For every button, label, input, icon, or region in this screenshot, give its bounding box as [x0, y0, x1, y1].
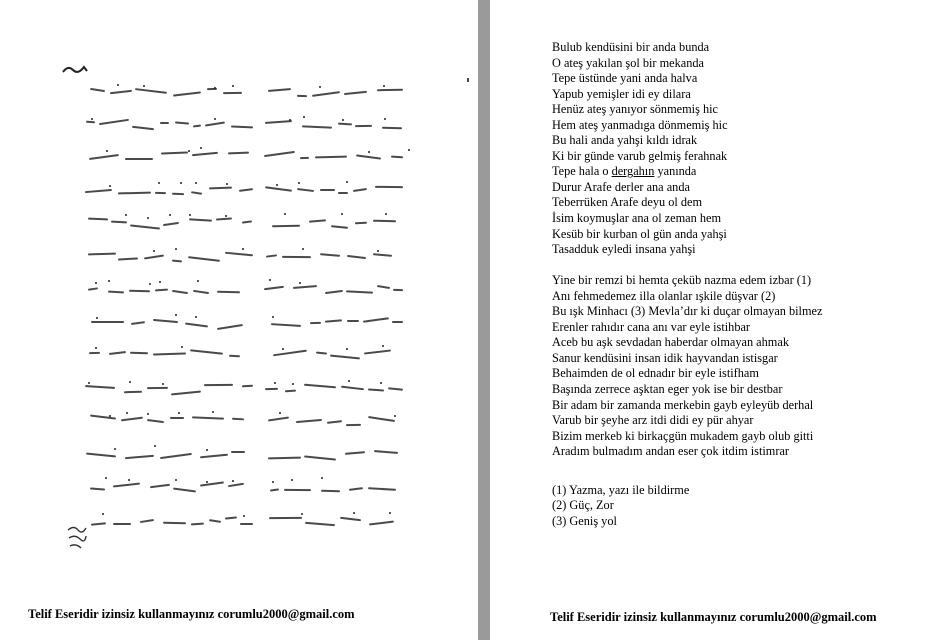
manuscript-stroke — [338, 123, 352, 126]
manuscript-dot — [129, 381, 131, 383]
poem-line: Yine bir remzi bi hemta çeküb nazma edem izbar (1) — [552, 273, 812, 288]
manuscript-stroke — [163, 222, 179, 227]
manuscript-stroke — [207, 88, 217, 91]
manuscript-stroke — [110, 89, 132, 94]
manuscript-dot — [276, 184, 278, 186]
manuscript-stroke — [232, 418, 244, 421]
manuscript-stroke — [86, 121, 95, 124]
manuscript-dot — [243, 515, 245, 517]
manuscript-stroke — [304, 455, 336, 461]
stanza-1 — [552, 40, 822, 258]
manuscript-stroke — [192, 152, 218, 157]
manuscript-stroke — [228, 482, 244, 487]
manuscript-dot — [214, 118, 216, 120]
manuscript-stroke — [86, 452, 117, 457]
manuscript-margin-note — [66, 524, 88, 552]
poem-line: Aceb bu aşk sevdadan haberdar olmayan ahmak — [552, 335, 789, 350]
manuscript-stroke — [188, 256, 220, 262]
manuscript-stroke — [320, 253, 340, 257]
manuscript-dot — [341, 213, 343, 215]
manuscript-dot — [232, 85, 234, 87]
manuscript-dot — [149, 283, 151, 285]
manuscript-stroke — [373, 253, 392, 257]
manuscript-dot — [279, 412, 281, 414]
manuscript-stroke — [284, 489, 311, 492]
manuscript-dot — [394, 415, 396, 417]
manuscript-stroke — [155, 289, 168, 292]
manuscript-stroke — [347, 255, 366, 260]
manuscript-stroke — [346, 290, 373, 294]
manuscript-stroke — [320, 189, 335, 191]
manuscript-stroke — [321, 489, 340, 492]
manuscript-stroke — [193, 124, 201, 127]
manuscript-stroke — [392, 321, 403, 323]
poem-line: Erenler rahıdır cana anı var eyle istihbar — [552, 319, 751, 334]
manuscript-dot — [195, 316, 197, 318]
manuscript-stroke — [368, 389, 384, 392]
manuscript-stroke — [109, 351, 126, 355]
poem-line: Hem ateş yanmadıga dönmemiş hic — [552, 117, 728, 132]
stanza-2 — [552, 273, 822, 460]
manuscript-dot — [274, 382, 276, 384]
manuscript-stroke — [282, 256, 311, 259]
manuscript-dot — [180, 182, 182, 184]
manuscript-stroke — [172, 193, 184, 196]
poem-line: Bulub kendüsini bir anda bunda — [552, 40, 710, 54]
manuscript-corner-mark — [62, 64, 88, 74]
manuscript-stroke — [121, 416, 143, 421]
manuscript-stroke — [225, 252, 253, 257]
manuscript-stroke — [331, 225, 348, 229]
manuscript-dot — [382, 345, 384, 347]
manuscript-stroke — [144, 255, 164, 260]
manuscript-dot — [299, 282, 301, 284]
manuscript-stroke — [172, 290, 188, 295]
manuscript-stroke — [131, 321, 146, 325]
manuscript-stroke — [355, 125, 372, 128]
manuscript-dot — [348, 380, 350, 382]
poem-line: Teberrüken Arafe deyu ol dem — [552, 195, 703, 210]
manuscript-dot — [319, 86, 321, 88]
manuscript-stroke — [242, 384, 253, 387]
poem-line: Durur Arafe derler ana anda — [552, 179, 690, 194]
manuscript-dot — [232, 480, 234, 482]
poem-line: Behaimden de ol ednadır bir eyle istifham — [552, 366, 759, 381]
manuscript-stroke — [172, 259, 182, 262]
poem-line: Bizim merkeb ki birkaçgün mukadem gayb olub gitti — [552, 428, 814, 443]
manuscript-dot — [353, 512, 355, 514]
manuscript-stroke — [355, 221, 367, 224]
manuscript-stroke — [297, 188, 314, 192]
manuscript-stroke — [175, 122, 189, 126]
manuscript-dot — [389, 512, 391, 514]
manuscript-stroke — [217, 290, 240, 293]
manuscript-stroke — [113, 523, 131, 525]
manuscript-stroke — [209, 519, 221, 523]
manuscript-dot — [346, 348, 348, 350]
manuscript-stroke — [125, 158, 153, 160]
manuscript-dot — [153, 250, 155, 252]
manuscript-stroke — [310, 322, 321, 325]
manuscript-dot — [178, 412, 180, 414]
manuscript-dot — [147, 413, 149, 415]
manuscript-stroke — [192, 416, 224, 420]
manuscript-dot — [175, 479, 177, 481]
manuscript-dot — [106, 150, 108, 152]
poem-line: O ateş yakılan şol bir mekanda — [552, 55, 704, 70]
manuscript-stroke — [266, 254, 277, 258]
manuscript-stroke — [368, 487, 396, 491]
manuscript-stroke — [240, 523, 253, 526]
manuscript-dot — [95, 282, 97, 284]
manuscript-stroke — [227, 152, 248, 155]
manuscript-stroke — [155, 192, 167, 195]
manuscript-dot — [188, 150, 190, 152]
manuscript-stroke — [90, 415, 116, 420]
manuscript-stroke — [264, 286, 284, 291]
manuscript-stroke — [374, 450, 398, 454]
manuscript-stroke — [90, 88, 105, 93]
manuscript-stroke — [344, 91, 367, 96]
manuscript-stroke — [173, 92, 201, 98]
manuscript-stroke — [173, 487, 196, 492]
manuscript-dot — [117, 84, 119, 86]
manuscript-stroke — [312, 91, 340, 97]
manuscript-dot — [346, 181, 348, 183]
manuscript-stroke — [88, 287, 99, 291]
manuscript-stroke — [204, 384, 233, 387]
poem-line: Aradım bulmadım andan eser çok itdim istimrar — [552, 444, 789, 459]
manuscript-dot — [368, 151, 370, 153]
manuscript-dot — [301, 513, 303, 515]
manuscript-stroke — [216, 324, 242, 330]
manuscript-dot — [321, 477, 323, 479]
manuscript-stroke — [113, 482, 140, 487]
manuscript-dot — [303, 116, 305, 118]
manuscript-stroke — [153, 352, 186, 355]
manuscript-stroke — [353, 188, 367, 192]
manuscript-stroke — [147, 387, 168, 390]
manuscript-stroke — [216, 218, 233, 222]
manuscript-stroke — [300, 157, 309, 160]
manuscript-dot — [88, 382, 90, 384]
left-page-footer: Telif Eseridir izinsiz kullanmayınız corumlu2000@gmail.com — [28, 607, 355, 621]
manuscript-stroke — [364, 350, 391, 355]
manuscript-stroke — [373, 219, 396, 222]
manuscript-stroke — [124, 390, 143, 393]
manuscript-stroke — [108, 291, 124, 294]
poem-text — [552, 40, 822, 529]
manuscript-dot — [342, 119, 344, 121]
manuscript-stroke — [150, 484, 170, 489]
manuscript-stroke — [270, 488, 279, 492]
manuscript-dot — [200, 147, 202, 149]
manuscript-stroke — [205, 122, 226, 128]
manuscript-stroke — [265, 388, 278, 391]
poem-line: Başında zerrece aşktan eger yok ise bir destbar — [552, 381, 783, 396]
manuscript-stroke — [129, 290, 150, 293]
manuscript-stroke — [377, 285, 390, 289]
manuscript-dot — [181, 346, 183, 348]
right-page — [490, 0, 946, 640]
manuscript-stroke — [356, 154, 381, 160]
manuscript-dot — [206, 449, 208, 451]
manuscript-dot — [162, 383, 164, 385]
manuscript-stroke — [368, 416, 395, 422]
poem-line: Yapub yemişler idi ey dilara — [552, 86, 691, 101]
manuscript-dot — [383, 85, 385, 87]
manuscript-stroke — [369, 520, 394, 525]
manuscript-stroke — [270, 323, 300, 327]
manuscript-stroke — [268, 88, 291, 92]
manuscript-stroke — [304, 384, 336, 389]
manuscript-dot — [128, 479, 130, 481]
manuscript-dot — [159, 281, 161, 283]
manuscript-dot — [109, 415, 111, 417]
manuscript-stroke — [229, 354, 240, 357]
manuscript-stroke — [325, 319, 342, 323]
poem-line: Varub bir şeyhe arz itdi didi ey pür ahyar — [552, 413, 754, 428]
manuscript-stroke — [88, 218, 108, 221]
manuscript-dot — [298, 182, 300, 184]
manuscript-stroke — [130, 352, 148, 355]
manuscript-stroke — [242, 220, 253, 224]
manuscript-dot — [189, 214, 191, 216]
manuscript-stroke — [89, 352, 100, 355]
manuscript-stroke — [285, 389, 296, 392]
manuscript-dot — [242, 248, 244, 250]
manuscript-stroke — [200, 454, 228, 459]
manuscript-dot — [114, 448, 116, 450]
manuscript-stroke — [91, 523, 106, 527]
manuscript-dot — [96, 317, 98, 319]
manuscript-stroke — [391, 156, 404, 159]
manuscript-stroke — [231, 451, 245, 453]
manuscript-dot — [289, 119, 291, 121]
poem-line: Tepe hala o dergahın yanında — [552, 164, 697, 179]
manuscript-stroke — [163, 521, 187, 524]
manuscript-stroke — [223, 92, 242, 95]
manuscript-stroke — [264, 151, 295, 158]
manuscript-dot — [108, 280, 110, 282]
manuscript-stroke — [130, 224, 160, 230]
manuscript-stroke — [190, 349, 223, 355]
manuscript-stroke — [330, 355, 360, 360]
manuscript-dot — [169, 214, 171, 216]
manuscript-stroke — [341, 385, 364, 390]
manuscript-stroke — [160, 453, 192, 460]
manuscript-stroke — [349, 487, 364, 491]
right-page-footer: Telif Eseridir izinsiz kullanmayınız corumlu2000@gmail.com — [550, 610, 877, 624]
manuscript-dot — [226, 183, 228, 185]
footnote: (1) Yazma, yazı ile bildirme — [552, 482, 690, 497]
manuscript-stroke — [171, 390, 201, 395]
manuscript-stroke — [327, 420, 342, 424]
manuscript-dot — [143, 85, 145, 87]
manuscript-stroke — [309, 219, 326, 223]
manuscript-stroke — [293, 285, 317, 289]
manuscript-stroke — [363, 318, 389, 324]
manuscript-stroke — [87, 252, 115, 255]
manuscript-stroke — [382, 127, 402, 130]
manuscript-dot — [291, 479, 293, 481]
manuscript-stroke — [185, 323, 208, 328]
manuscript-stroke — [316, 351, 327, 354]
manuscript-stroke — [375, 186, 403, 189]
manuscript-stroke — [273, 350, 307, 357]
manuscript-stroke — [265, 187, 292, 193]
manuscript-image — [58, 62, 418, 550]
manuscript-stroke — [132, 125, 154, 130]
footnote: (3) Geniş yol — [552, 513, 617, 528]
manuscript-dot — [284, 213, 286, 215]
manuscript-dot — [408, 149, 410, 151]
manuscript-stroke — [118, 257, 138, 261]
poem-line: Kesüb bir kurban ol gün anda yahşi — [552, 226, 727, 241]
poem-line: İsim koymuşlar ana ol zeman hem — [552, 211, 722, 226]
manuscript-dot — [380, 382, 382, 384]
manuscript-dot — [269, 279, 271, 281]
manuscript-stroke — [153, 318, 178, 323]
manuscript-dot — [147, 217, 149, 219]
manuscript-stroke — [189, 218, 213, 222]
manuscript-stroke — [139, 519, 153, 524]
manuscript-stroke — [315, 156, 347, 159]
manuscript-dot — [95, 347, 97, 349]
manuscript-dot — [158, 182, 160, 184]
poem-line: Tasadduk eyledi insana yahşi — [552, 242, 696, 257]
manuscript-dot — [195, 182, 197, 184]
manuscript-stroke — [191, 191, 203, 195]
manuscript-dot — [102, 513, 104, 515]
manuscript-stroke — [305, 522, 335, 527]
manuscript-dot — [206, 481, 208, 483]
manuscript-stroke — [239, 188, 253, 192]
manuscript-stroke — [170, 417, 185, 419]
poem-line: Bir adam bir zamanda merkebin gayb eyleyüb derhal — [552, 397, 814, 412]
manuscript-stroke — [161, 152, 188, 155]
manuscript-dot — [272, 316, 274, 318]
manuscript-stroke — [338, 192, 348, 195]
manuscript-stroke — [135, 88, 167, 94]
poem-line: Ki bir günde varub gelmiş ferahnak — [552, 148, 728, 163]
manuscript-stroke — [200, 481, 224, 487]
manuscript-stroke — [89, 154, 119, 160]
manuscript-dot — [154, 445, 156, 447]
manuscript-stroke — [345, 451, 365, 455]
page-gutter — [478, 0, 490, 640]
manuscript-stroke — [193, 289, 209, 294]
manuscript-stroke — [118, 192, 151, 195]
poem-line: Henüz ateş yanıyor sönmemiş hic — [552, 102, 718, 117]
manuscript-stroke — [346, 424, 361, 427]
manuscript-stroke — [85, 385, 115, 389]
manuscript-page-mark — [467, 78, 469, 82]
manuscript-stroke — [91, 321, 124, 323]
manuscript-stroke — [347, 320, 359, 322]
manuscript-stroke — [268, 417, 289, 422]
manuscript-stroke — [296, 419, 322, 424]
manuscript-dot — [125, 214, 127, 216]
manuscript-dot — [126, 412, 128, 414]
poem-line: Bu hali anda yahşi kıldı idrak — [552, 133, 698, 148]
manuscript-dot — [385, 213, 387, 215]
poem-line: Bu ışk Minhacı (3) Mevla’dır ki duçar olmayan bilmez — [552, 304, 823, 319]
manuscript-stroke — [268, 457, 301, 460]
manuscript-stroke — [377, 89, 403, 92]
manuscript-dot — [109, 185, 111, 187]
footnotes — [552, 483, 822, 530]
manuscript-stroke — [160, 122, 169, 124]
manuscript-dot — [377, 250, 379, 252]
manuscript-stroke — [388, 387, 403, 391]
manuscript-stroke — [340, 517, 361, 522]
manuscript-stroke — [209, 187, 232, 190]
manuscript-dot — [105, 477, 107, 479]
manuscript-stroke — [90, 488, 105, 491]
underlined-word: dergahın — [611, 164, 655, 179]
manuscript-stroke — [393, 288, 403, 291]
manuscript-stroke — [147, 419, 164, 423]
manuscript-stroke — [191, 522, 204, 525]
manuscript-dot — [212, 411, 214, 413]
manuscript-stroke — [269, 517, 302, 520]
manuscript-dot — [282, 348, 284, 350]
manuscript-stroke — [125, 455, 154, 460]
poem-line: Tepe üstünde yani anda halva — [552, 71, 698, 86]
manuscript-stroke — [111, 221, 127, 224]
manuscript-dot — [272, 481, 274, 483]
manuscript-stroke — [85, 189, 112, 194]
manuscript-dot — [214, 87, 216, 89]
manuscript-stroke — [325, 290, 343, 295]
manuscript-stroke — [231, 125, 253, 128]
manuscript-stroke — [297, 95, 307, 98]
manuscript-stroke — [99, 119, 129, 126]
manuscript-dot — [302, 248, 304, 250]
manuscript-dot — [175, 248, 177, 250]
manuscript-stroke — [272, 225, 300, 228]
manuscript-stroke — [302, 125, 332, 129]
manuscript-stroke — [224, 516, 236, 520]
footnote: (2) Güç, Zor — [552, 498, 614, 513]
manuscript-dot — [384, 118, 386, 120]
manuscript-dot — [175, 314, 177, 316]
poem-line: Sanur kendüsini insan idik hayvandan istisgar — [552, 350, 778, 365]
manuscript-dot — [197, 280, 199, 282]
poem-line: Anı fehmedemez illa olanlar ışkile düşvar (2) — [552, 288, 776, 303]
manuscript-dot — [292, 383, 294, 385]
